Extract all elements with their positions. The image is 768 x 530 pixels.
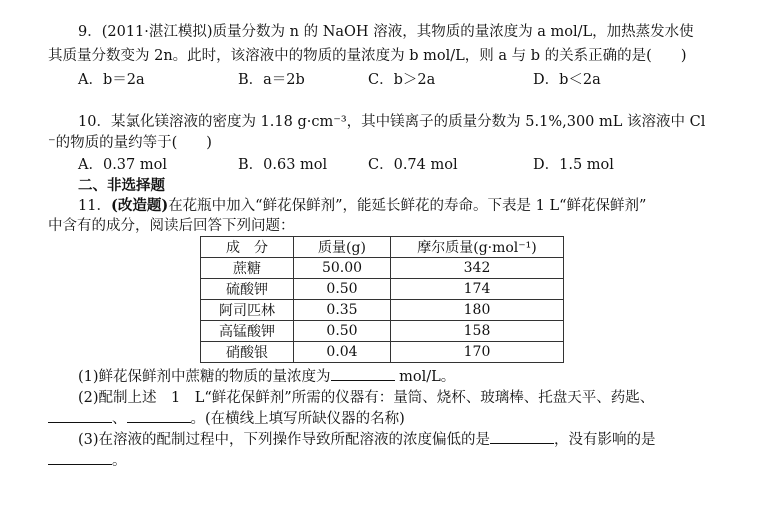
sub2-separator: 、 bbox=[112, 411, 127, 427]
q10-line1: 10．某氯化镁溶液的密度为 1.18 g·cm⁻³，其中镁离子的质量分数为 5.1%,300 mL 该溶液中 Cl bbox=[78, 114, 706, 130]
answer-blank-2[interactable] bbox=[48, 409, 112, 423]
sub3-text: (3)在溶液的配制过程中，下列操作导致所配溶液的浓度偏低的是 bbox=[78, 432, 491, 448]
table-row bbox=[201, 279, 564, 300]
sub2-note: 。(在横线上填写所缺仪器的名称) bbox=[190, 411, 405, 427]
q11-sub3-line2 bbox=[48, 451, 728, 471]
answer-blank-4[interactable] bbox=[490, 430, 554, 444]
q9-option-c: C．b＞2a bbox=[368, 72, 436, 88]
q10-options bbox=[78, 155, 614, 175]
header-molar-mass: 摩尔质量(g·mol⁻¹) bbox=[391, 237, 564, 258]
cell-ingredient: 蔗糖 bbox=[201, 258, 294, 279]
table-header-row bbox=[201, 237, 564, 258]
sub1-unit: mol/L。 bbox=[394, 369, 456, 385]
sub3-end: 。 bbox=[112, 453, 127, 469]
q10-option-d: D．1.5 mol bbox=[533, 157, 614, 173]
q9-line1: 9．(2011·湛江模拟)质量分数为 n 的 NaOH 溶液，其物质的量浓度为 a mol/L，加热蒸发水使 bbox=[78, 24, 694, 40]
q10-line2: ⁻的物质的量约等于( ) bbox=[48, 135, 212, 151]
cell-molar-mass: 174 bbox=[391, 279, 564, 300]
ingredients-table bbox=[200, 236, 564, 363]
answer-blank-5[interactable] bbox=[48, 451, 112, 465]
cell-ingredient: 硫酸钾 bbox=[201, 279, 294, 300]
q9-options bbox=[78, 70, 601, 90]
cell-mass: 50.00 bbox=[294, 258, 391, 279]
cell-mass: 0.04 bbox=[294, 342, 391, 363]
q10-option-c: C．0.74 mol bbox=[368, 157, 458, 173]
cell-mass: 0.50 bbox=[294, 321, 391, 342]
q10-option-a: A．0.37 mol bbox=[78, 157, 167, 173]
q11-sub1 bbox=[78, 367, 728, 387]
cell-mass: 0.35 bbox=[294, 300, 391, 321]
q11-number: 11． bbox=[78, 198, 111, 214]
cell-ingredient: 高锰酸钾 bbox=[201, 321, 294, 342]
cell-molar-mass: 342 bbox=[391, 258, 564, 279]
q11-sub3-line1 bbox=[78, 430, 728, 450]
sub3-text-2: ，没有影响的是 bbox=[554, 432, 656, 448]
header-ingredient: 成 分 bbox=[201, 237, 294, 258]
cell-mass: 0.50 bbox=[294, 279, 391, 300]
section-title: 二、非选择题 bbox=[78, 177, 165, 194]
q11-line1 bbox=[78, 196, 728, 216]
cell-molar-mass: 170 bbox=[391, 342, 564, 363]
answer-blank-1[interactable] bbox=[331, 367, 395, 381]
q11-intro: 在花瓶中加入“鲜花保鲜剂”，能延长鲜花的寿命。下表是 1 L“鲜花保鲜剂” bbox=[168, 198, 647, 214]
q9-option-b: B．a＝2b bbox=[238, 72, 305, 88]
q11-sub2-line2 bbox=[48, 409, 728, 429]
cell-ingredient: 阿司匹林 bbox=[201, 300, 294, 321]
q11-sub2-line1: (2)配制上述 1 L“鲜花保鲜剂”所需的仪器有：量筒、烧杯、玻璃棒、托盘天平、药匙、 bbox=[78, 390, 655, 406]
q10-option-b: B．0.63 mol bbox=[238, 157, 328, 173]
q9-option-d: D．b＜2a bbox=[533, 72, 601, 88]
answer-blank-3[interactable] bbox=[127, 409, 191, 423]
table-row bbox=[201, 258, 564, 279]
cell-molar-mass: 180 bbox=[391, 300, 564, 321]
table-row bbox=[201, 342, 564, 363]
q11-tag: (改造题) bbox=[110, 197, 169, 214]
header-mass: 质量(g) bbox=[294, 237, 391, 258]
sub1-text: (1)鲜花保鲜剂中蔗糖的物质的量浓度为 bbox=[78, 369, 331, 385]
q9-line2: 其质量分数变为 2n。此时，该溶液中的物质的量浓度为 b mol/L，则 a 与 b 的关系正确的是( ) bbox=[48, 48, 687, 64]
table-row bbox=[201, 321, 564, 342]
cell-molar-mass: 158 bbox=[391, 321, 564, 342]
table-row bbox=[201, 300, 564, 321]
q9-option-a: A．b＝2a bbox=[78, 72, 145, 88]
q11-line2: 中含有的成分，阅读后回答下列问题： bbox=[48, 218, 295, 234]
cell-ingredient: 硝酸银 bbox=[201, 342, 294, 363]
